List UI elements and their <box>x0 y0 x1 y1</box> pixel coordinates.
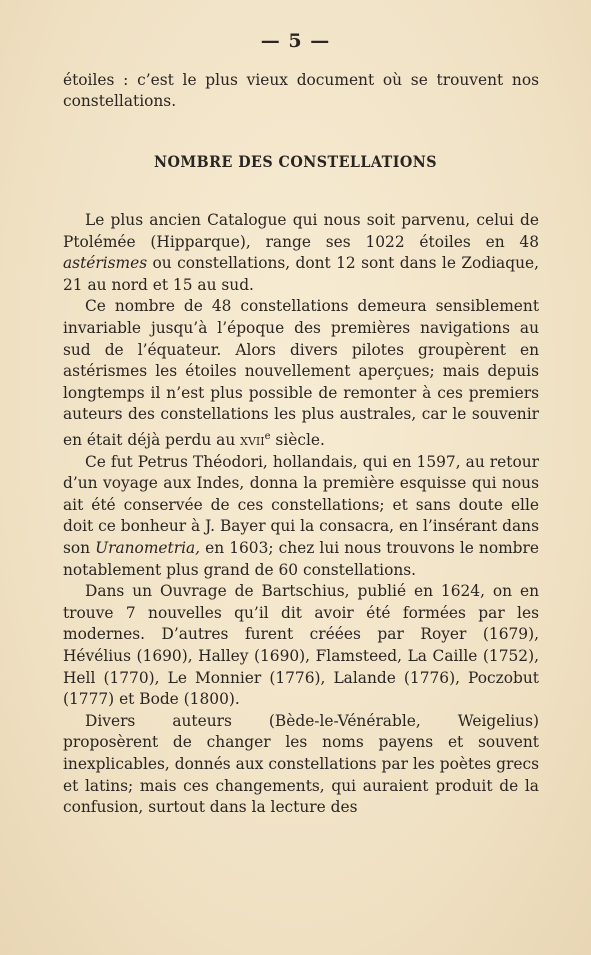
paragraph-1 <box>63 210 539 296</box>
paragraph-2 <box>63 296 539 451</box>
paragraph-3-text-a: Ce fut Petrus Théodori, hollandais, qui en 1597, au retour d’un voyage aux Indes, donna la première esquisse qui nous ait été conservée de ces constellations; et sans doute elle doit ce bonheur à J. Bayer qui la consacra, en l’insérant dans son <box>63 452 539 558</box>
paragraph-3-text-b: en 1603; chez lui nous trouvons le nombre notablement plus grand de 60 constellations. <box>63 539 539 579</box>
page-number: — 5 — <box>260 30 331 52</box>
section-body <box>63 210 539 819</box>
paragraph-2-text-b: siècle. <box>270 431 325 450</box>
paragraph-1-italic: astérismes <box>63 254 148 273</box>
paragraph-5: Divers auteurs (Bède-le-Vénérable, Weigelius) proposèrent de changer les noms payens et souvent inexplicables, donnés aux constellations par les poètes grecs et latins; mais ces changements, qui auraient produit de la confusion, surtout dans la lecture des <box>63 711 539 817</box>
paragraph-1-text-b: ou constellations, dont 12 sont dans le Zodiaque, 21 au nord et 15 au sud. <box>63 254 539 294</box>
paragraph-3-italic: Uranometria, <box>95 539 201 558</box>
paragraph-1-text-a: Le plus ancien Catalogue qui nous soit parvenu, celui de Ptolémée (Hipparque), range ses 1022 étoiles en 48 <box>63 211 539 251</box>
paragraph-2-century: xvii <box>240 431 265 450</box>
section-heading: NOMBRE DES CONSTELLATIONS <box>154 152 437 171</box>
paragraph-4: Dans un Ouvrage de Bartschius, publié en 1624, on en trouve 7 nouvelles qu’il dit avoir été formées par les modernes. D’autres furent créées par Royer (1679), Hévélius (1690), Halley (1690), Flamsteed, La Caille (1752), Hell (1770), Le Monnier (1776), Lalande (1776), Poczobut (1777) et Bode (1800). <box>63 582 539 709</box>
paragraph-3 <box>63 452 539 582</box>
paragraph-2-text-a: Ce nombre de 48 constellations demeura sensiblement invariable jusqu’à l’époque des premières navigations au sud de l’équateur. Alors divers pilotes groupèrent en astérismes les étoiles nouvellement aperçues; mais depuis longtemps il n’est plus possible de remonter à ces premiers auteurs des constellations les plus australes, car le souvenir en était déjà perdu au <box>63 297 539 450</box>
continued-paragraph: étoiles : c’est le plus vieux document où se trouvent nos constellations. <box>63 71 539 110</box>
paragraph-2-superscript: e <box>264 430 271 442</box>
